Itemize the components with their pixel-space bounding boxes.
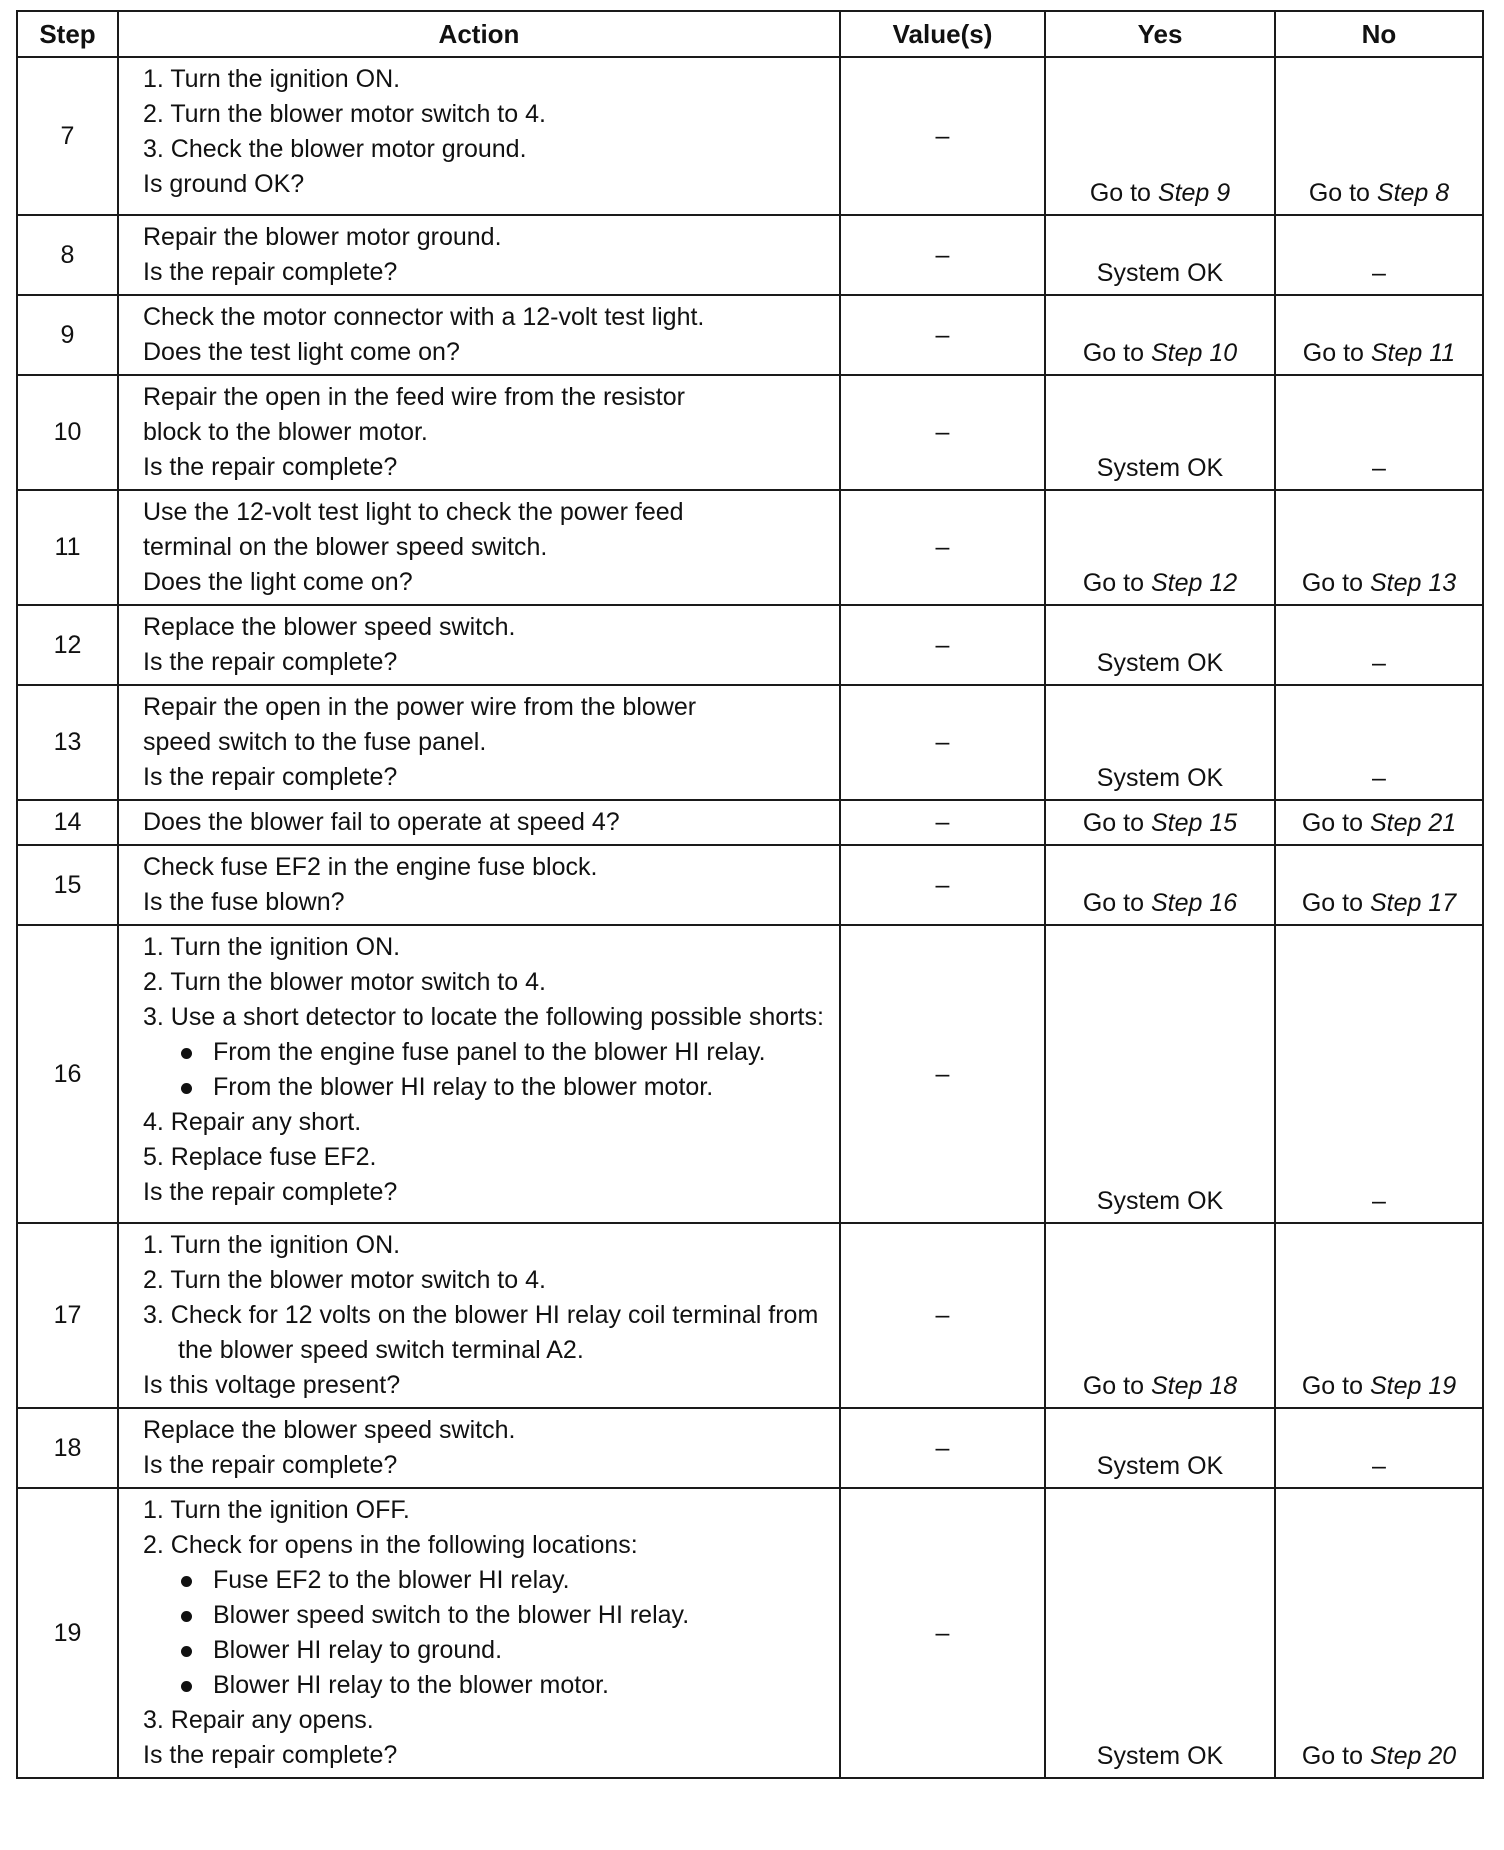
action-line: Repair the blower motor ground. <box>143 223 502 251</box>
yes-result-text: System OK <box>1096 764 1224 792</box>
bullet-item: From the engine fuse panel to the blower HI relay. <box>143 1035 829 1070</box>
value-cell: – <box>840 845 1045 925</box>
action-cell <box>118 1488 840 1778</box>
action-line: 3. Repair any opens. <box>143 1706 374 1734</box>
action-question: Is this voltage present? <box>143 1371 401 1399</box>
value-cell: – <box>840 1223 1045 1408</box>
action-line: Repair the open in the feed wire from the resistor <box>143 383 685 411</box>
action-line: 2. Turn the blower motor switch to 4. <box>143 1266 546 1294</box>
action-line: Replace the blower speed switch. <box>143 1416 516 1444</box>
header-yes: Yes <box>1045 11 1275 57</box>
yes-step-reference: Step 18 <box>1150 1372 1238 1400</box>
no-result-text: – <box>1372 764 1386 792</box>
value-cell: – <box>840 490 1045 605</box>
no-cell <box>1275 295 1483 375</box>
yes-result-text: System OK <box>1096 649 1224 677</box>
action-cell <box>118 1408 840 1488</box>
value-cell: – <box>840 925 1045 1223</box>
yes-result-text: Go to <box>1082 569 1151 597</box>
yes-step-reference: Step 10 <box>1150 339 1238 367</box>
no-result-text: – <box>1372 454 1386 482</box>
no-result-text: Go to <box>1301 1372 1370 1400</box>
action-line: block to the blower motor. <box>143 418 428 446</box>
diagnostic-table <box>16 10 1484 1779</box>
action-line: speed switch to the fuse panel. <box>143 728 487 756</box>
table-row <box>17 845 1483 925</box>
action-line: Replace the blower speed switch. <box>143 613 516 641</box>
table-row <box>17 605 1483 685</box>
yes-result-text: Go to <box>1082 808 1151 837</box>
no-step-reference: Step 19 <box>1369 1372 1457 1400</box>
action-line: Use the 12-volt test light to check the power feed <box>143 498 684 526</box>
yes-result-text: Go to <box>1082 1372 1151 1400</box>
no-result-text: Go to <box>1301 569 1370 597</box>
step-number: 14 <box>17 800 118 845</box>
header-step: Step <box>17 11 118 57</box>
action-line: 1. Turn the ignition ON. <box>143 65 401 93</box>
yes-result-text: Go to <box>1089 179 1158 207</box>
action-question: Is the fuse blown? <box>143 888 345 916</box>
action-line: Check fuse EF2 in the engine fuse block. <box>143 853 598 881</box>
no-cell <box>1275 605 1483 685</box>
action-line: 1. Turn the ignition ON. <box>143 933 401 961</box>
action-cell <box>118 925 840 1223</box>
action-cell <box>118 490 840 605</box>
no-step-reference: Step 20 <box>1369 1742 1457 1770</box>
action-cell <box>118 685 840 800</box>
yes-cell <box>1045 1408 1275 1488</box>
action-cell <box>118 605 840 685</box>
action-cell <box>118 375 840 490</box>
action-question: Is the repair complete? <box>143 453 398 481</box>
yes-result-text: System OK <box>1096 259 1224 287</box>
no-result-text: Go to <box>1302 339 1371 367</box>
action-line: 5. Replace fuse EF2. <box>143 1143 377 1171</box>
bullet-item: Blower HI relay to ground. <box>143 1633 829 1668</box>
table-row <box>17 800 1483 845</box>
action-line: 1. Turn the ignition ON. <box>143 1231 401 1259</box>
action-question: Is the repair complete? <box>143 1741 398 1769</box>
table-row <box>17 925 1483 1223</box>
no-cell <box>1275 800 1483 845</box>
step-number: 16 <box>17 925 118 1223</box>
action-line: Check the motor connector with a 12-volt test light. <box>143 303 705 331</box>
table-row <box>17 490 1483 605</box>
bullet-item: From the blower HI relay to the blower motor. <box>143 1070 829 1105</box>
action-line: 2. Turn the blower motor switch to 4. <box>143 968 546 996</box>
action-question: Does the light come on? <box>143 568 413 596</box>
header-no: No <box>1275 11 1483 57</box>
yes-result-text: System OK <box>1096 1187 1224 1215</box>
yes-step-reference: Step 12 <box>1150 569 1238 597</box>
value-cell: – <box>840 1408 1045 1488</box>
action-cell <box>118 845 840 925</box>
value-cell: – <box>840 57 1045 215</box>
step-number: 15 <box>17 845 118 925</box>
action-cell <box>118 800 840 845</box>
step-number: 8 <box>17 215 118 295</box>
step-number: 7 <box>17 57 118 215</box>
action-question: Does the test light come on? <box>143 338 460 366</box>
no-result-text: – <box>1372 1187 1386 1215</box>
action-question: Does the blower fail to operate at speed 4? <box>143 808 620 836</box>
yes-cell <box>1045 845 1275 925</box>
action-question: Is the repair complete? <box>143 1451 398 1479</box>
yes-cell <box>1045 295 1275 375</box>
value-cell: – <box>840 800 1045 845</box>
yes-cell <box>1045 685 1275 800</box>
action-question: Is the repair complete? <box>143 763 398 791</box>
action-line: Repair the open in the power wire from the blower <box>143 693 697 721</box>
table-row <box>17 295 1483 375</box>
action-line: 3. Check for 12 volts on the blower HI relay coil terminal from the blower speed switch terminal A2. <box>143 1301 819 1364</box>
bullet-item: Blower HI relay to the blower motor. <box>143 1668 829 1703</box>
action-question: Is the repair complete? <box>143 258 398 286</box>
step-number: 10 <box>17 375 118 490</box>
header-action: Action <box>118 11 840 57</box>
no-cell <box>1275 1408 1483 1488</box>
step-number: 9 <box>17 295 118 375</box>
yes-cell <box>1045 800 1275 845</box>
yes-result-text: System OK <box>1096 1452 1224 1480</box>
no-result-text: Go to <box>1301 889 1370 917</box>
value-cell: – <box>840 605 1045 685</box>
no-step-reference: Step 21 <box>1369 808 1457 837</box>
step-number: 19 <box>17 1488 118 1778</box>
action-question: Is ground OK? <box>143 170 305 198</box>
step-number: 11 <box>17 490 118 605</box>
no-cell <box>1275 490 1483 605</box>
no-cell <box>1275 1488 1483 1778</box>
action-cell <box>118 1223 840 1408</box>
table-row <box>17 57 1483 215</box>
yes-result-text: Go to <box>1082 339 1151 367</box>
no-result-text: – <box>1372 649 1386 677</box>
value-cell: – <box>840 685 1045 800</box>
no-result-text: – <box>1372 259 1386 287</box>
no-result-text: Go to <box>1301 808 1370 837</box>
no-step-reference: Step 8 <box>1376 179 1450 207</box>
header-row <box>17 11 1483 57</box>
action-line: 3. Use a short detector to locate the following possible shorts: <box>143 1003 824 1031</box>
action-question: Is the repair complete? <box>143 1178 398 1206</box>
yes-cell <box>1045 215 1275 295</box>
bullet-item: Fuse EF2 to the blower HI relay. <box>143 1563 829 1598</box>
yes-result-text: System OK <box>1096 454 1224 482</box>
table-body <box>17 57 1483 1778</box>
no-step-reference: Step 13 <box>1369 569 1457 597</box>
action-line: 2. Check for opens in the following locations: <box>143 1531 638 1559</box>
yes-cell <box>1045 925 1275 1223</box>
yes-step-reference: Step 15 <box>1150 808 1238 837</box>
action-line: 1. Turn the ignition OFF. <box>143 1496 410 1524</box>
table-row <box>17 685 1483 800</box>
yes-cell <box>1045 375 1275 490</box>
step-number: 12 <box>17 605 118 685</box>
table-row <box>17 1223 1483 1408</box>
no-result-text: Go to <box>1301 1742 1370 1770</box>
no-cell <box>1275 57 1483 215</box>
no-result-text: – <box>1372 1452 1386 1480</box>
table-row <box>17 1488 1483 1778</box>
yes-cell <box>1045 1488 1275 1778</box>
no-cell <box>1275 685 1483 800</box>
bullet-item: Blower speed switch to the blower HI relay. <box>143 1598 829 1633</box>
no-result-text: Go to <box>1308 179 1377 207</box>
yes-cell <box>1045 490 1275 605</box>
yes-cell <box>1045 57 1275 215</box>
yes-result-text: System OK <box>1096 1742 1224 1770</box>
action-line: 3. Check the blower motor ground. <box>143 135 527 163</box>
table-row <box>17 375 1483 490</box>
no-cell <box>1275 375 1483 490</box>
action-cell <box>118 215 840 295</box>
value-cell: – <box>840 1488 1045 1778</box>
step-number: 17 <box>17 1223 118 1408</box>
value-cell: – <box>840 215 1045 295</box>
header-values: Value(s) <box>840 11 1045 57</box>
step-number: 13 <box>17 685 118 800</box>
yes-result-text: Go to <box>1082 889 1151 917</box>
no-cell <box>1275 1223 1483 1408</box>
action-question: Is the repair complete? <box>143 648 398 676</box>
no-cell <box>1275 215 1483 295</box>
value-cell: – <box>840 375 1045 490</box>
no-step-reference: Step 17 <box>1369 889 1457 917</box>
yes-step-reference: Step 16 <box>1150 889 1238 917</box>
action-line: 4. Repair any short. <box>143 1108 362 1136</box>
yes-cell <box>1045 1223 1275 1408</box>
table-row <box>17 215 1483 295</box>
action-line: terminal on the blower speed switch. <box>143 533 548 561</box>
action-cell <box>118 295 840 375</box>
step-number: 18 <box>17 1408 118 1488</box>
table-row <box>17 1408 1483 1488</box>
yes-cell <box>1045 605 1275 685</box>
no-cell <box>1275 845 1483 925</box>
value-cell: – <box>840 295 1045 375</box>
action-cell <box>118 57 840 215</box>
no-cell <box>1275 925 1483 1223</box>
yes-step-reference: Step 9 <box>1157 179 1231 207</box>
action-line: 2. Turn the blower motor switch to 4. <box>143 100 546 128</box>
no-step-reference: Step 11 <box>1370 339 1456 367</box>
